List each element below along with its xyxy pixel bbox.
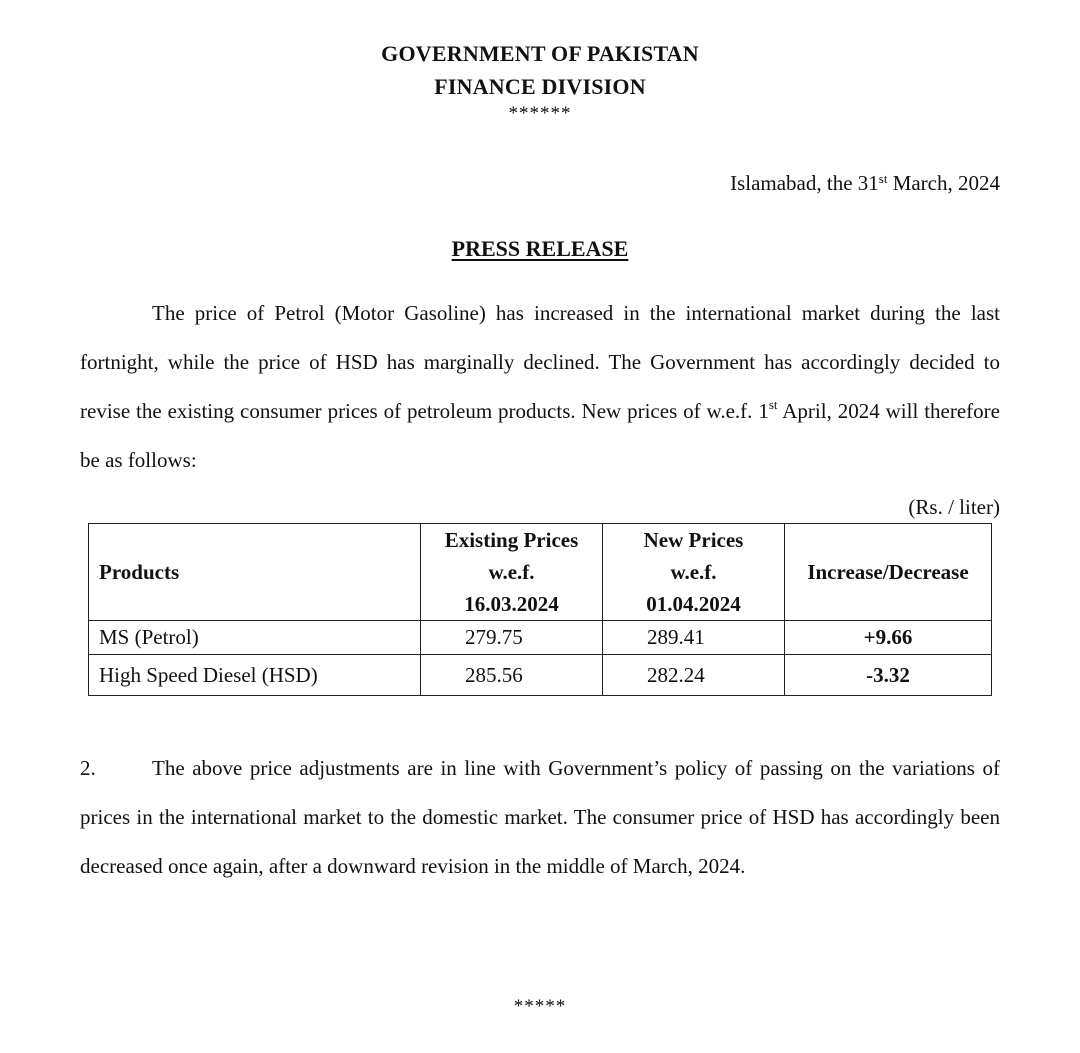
paragraph-1 xyxy=(80,289,1000,485)
dateline-superscript: st xyxy=(878,171,888,186)
header-new-line2: w.e.f. xyxy=(670,560,717,584)
header-existing-line3: 16.03.2024 xyxy=(464,592,559,616)
dateline-suffix: March, 2024 xyxy=(887,171,1000,195)
cell-existing-price: 285.56 xyxy=(421,655,603,696)
cell-existing-price: 279.75 xyxy=(421,621,603,655)
unit-note: (Rs. / liter) xyxy=(908,495,1000,519)
document-title xyxy=(0,236,1080,262)
table-row xyxy=(89,655,992,696)
header-products: Products xyxy=(89,524,421,621)
header-existing-line2: w.e.f. xyxy=(488,560,535,584)
paragraph-2-text: The above price adjustments are in line with Government’s policy of passing on the variations of prices in the international market to the domestic market. The consumer price of HSD has accordingly been decreased once again, after a downward revision in the middle of March, 2024. xyxy=(80,756,1000,878)
header-existing-prices xyxy=(421,524,603,621)
paragraph-1-superscript: st xyxy=(768,397,778,412)
cell-change: -3.32 xyxy=(785,655,992,696)
header-new-line3: 01.04.2024 xyxy=(646,592,741,616)
separator-top: ****** xyxy=(508,103,572,124)
table-header-row xyxy=(89,524,992,621)
cell-change: +9.66 xyxy=(785,621,992,655)
cell-product: MS (Petrol) xyxy=(89,621,421,655)
price-table xyxy=(88,523,992,696)
organization-name: GOVERNMENT OF PAKISTAN xyxy=(381,41,699,66)
cell-new-price: 289.41 xyxy=(603,621,785,655)
cell-product: High Speed Diesel (HSD) xyxy=(89,655,421,696)
paragraph-2 xyxy=(80,744,1000,891)
header-new-prices xyxy=(603,524,785,621)
paragraph-1-text: The price of Petrol (Motor Gasoline) has increased in the international market during the last fortnight, while the price of HSD has marginally declined. The Government has accordingly decided to revise the existing consumer prices of petroleum products. New prices of w.e.f. 1 xyxy=(80,301,1000,423)
paragraph-2-number: 2. xyxy=(80,756,96,780)
document-title-text: PRESS RELEASE xyxy=(451,236,629,261)
separator-bottom: ***** xyxy=(513,996,567,1017)
header-new-line1: New Prices xyxy=(643,528,744,552)
dateline-prefix: Islamabad, the 31 xyxy=(730,171,879,195)
header-existing-line1: Existing Prices xyxy=(444,528,579,552)
paragraph-1-text-end: April, 2024 will therefore be as follows: xyxy=(80,399,1000,472)
table-row xyxy=(89,621,992,655)
dateline xyxy=(730,171,1000,196)
header-increase-decrease: Increase/Decrease xyxy=(785,524,992,621)
division-name: FINANCE DIVISION xyxy=(434,74,646,99)
cell-new-price: 282.24 xyxy=(603,655,785,696)
